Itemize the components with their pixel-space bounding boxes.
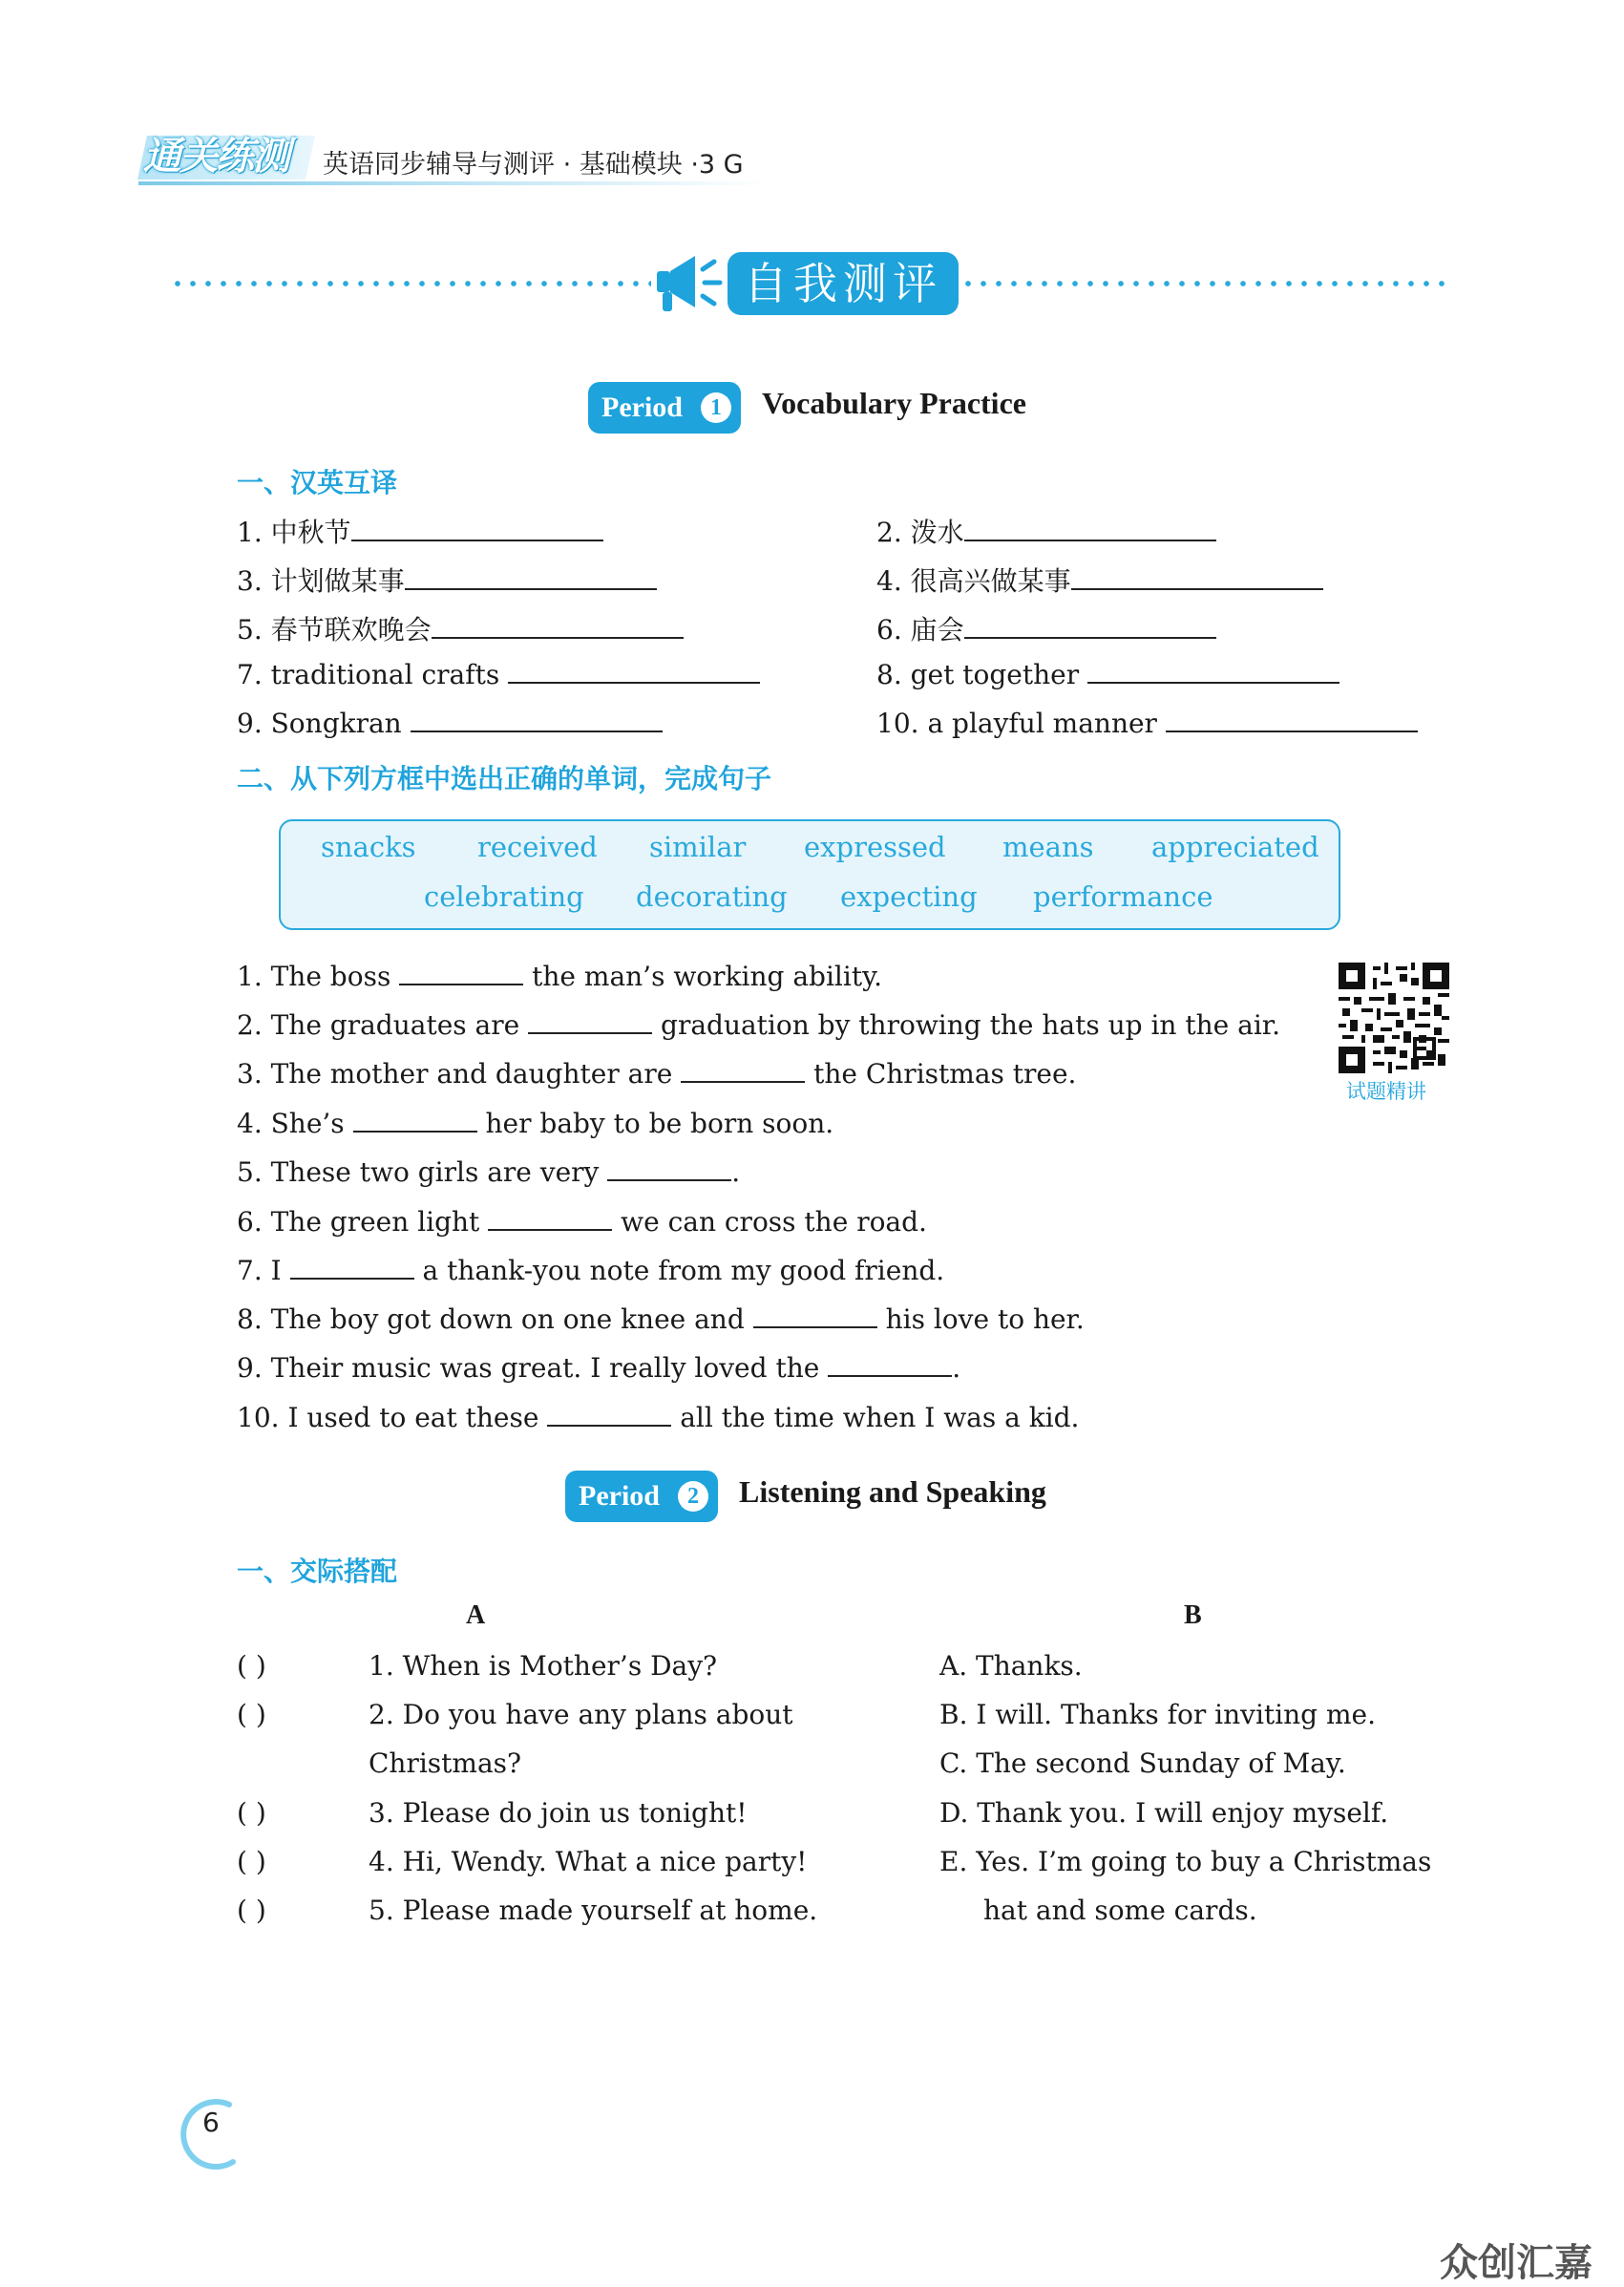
word-option: expecting (840, 880, 978, 913)
word-option: celebrating (424, 880, 584, 913)
answer-blank[interactable] (547, 1402, 671, 1427)
answer-blank[interactable] (488, 1206, 612, 1231)
column-a-header: A (466, 1600, 486, 1630)
word-option: means (1002, 831, 1094, 863)
translation-item: 3. 计划做某事 (237, 561, 657, 599)
period-1-badge (588, 382, 741, 434)
logo-text: 通关练测 (143, 135, 288, 179)
translation-item: 7. traditional crafts (237, 659, 760, 690)
period-label: Period (579, 1480, 660, 1512)
answer-blank[interactable] (290, 1255, 414, 1280)
answer-blank[interactable] (681, 1058, 805, 1083)
answer-blank[interactable] (405, 565, 657, 590)
answer-blank[interactable] (607, 1156, 731, 1181)
sentence-item: 10. I used to eat these all the time when I was a kid. (237, 1402, 1080, 1433)
answer-blank[interactable] (828, 1352, 952, 1377)
section-heading-translation: 一、汉英互译 (237, 467, 398, 498)
sentence-item: 3. The mother and daughter are the Christmas tree. (237, 1058, 1077, 1090)
translation-item: 2. 泼水 (876, 512, 1216, 550)
sentence-item: 6. The green light we can cross the road. (237, 1206, 927, 1238)
translation-item: 5. 春节联欢晚会 (237, 609, 684, 647)
answer-blank[interactable] (1087, 659, 1339, 684)
header-title: 英语同步辅导与测评 · 基础模块 ·3 G (323, 150, 744, 180)
page-number: 6 (202, 2107, 220, 2138)
word-option: appreciated (1151, 831, 1319, 863)
match-question: ( ) 4. Hi, Wendy. What a nice party! (237, 1846, 808, 1877)
translation-item: 10. a playful manner (876, 708, 1418, 739)
qr-label: 试题精讲 (1346, 1080, 1426, 1103)
answer-bracket[interactable]: ( ) (237, 1846, 266, 1877)
translation-item: 8. get together (876, 659, 1339, 690)
dotted-divider-right (960, 280, 1447, 287)
section-heading-matching: 一、交际搭配 (237, 1556, 398, 1587)
word-option: similar (649, 831, 747, 863)
answer-bracket[interactable]: ( ) (237, 1650, 266, 1682)
answer-blank[interactable] (411, 708, 663, 732)
answer-blank[interactable] (753, 1303, 877, 1328)
header-rule (138, 181, 769, 185)
answer-blank[interactable] (351, 517, 603, 541)
section-banner: 自我测评 (728, 252, 959, 315)
word-bank-box (279, 819, 1340, 930)
answer-blank[interactable] (1166, 708, 1418, 732)
answer-blank[interactable] (528, 1009, 652, 1034)
period-number: 1 (701, 392, 731, 423)
sentence-item: 9. Their music was great. I really loved the . (237, 1352, 961, 1384)
answer-blank[interactable] (1071, 565, 1323, 590)
word-option: snacks (321, 831, 416, 863)
match-answer: B. I will. Thanks for inviting me. (939, 1699, 1376, 1730)
period-1-title: Vocabulary Practice (762, 386, 1026, 420)
match-question: ( ) 3. Please do join us tonight! (237, 1797, 748, 1829)
translation-item: 4. 很高兴做某事 (876, 561, 1323, 599)
translation-item: 9. Songkran (237, 708, 663, 739)
word-option: expressed (804, 831, 946, 863)
answer-bracket[interactable]: ( ) (237, 1895, 266, 1926)
answer-blank[interactable] (964, 517, 1216, 541)
answer-blank[interactable] (964, 614, 1216, 639)
answer-blank[interactable] (353, 1108, 477, 1133)
answer-blank[interactable] (508, 659, 760, 684)
match-question: ( ) 5. Please made yourself at home. (237, 1895, 818, 1926)
match-question: ( ) 1. When is Mother’s Day? (237, 1650, 718, 1682)
match-answer: A. Thanks. (939, 1650, 1083, 1682)
sentence-item: 4. She’s her baby to be born soon. (237, 1108, 834, 1139)
megaphone-icon (653, 250, 728, 315)
word-option: decorating (636, 880, 788, 913)
word-option: received (477, 831, 598, 863)
sentence-item: 5. These two girls are very . (237, 1156, 741, 1188)
answer-bracket[interactable]: ( ) (237, 1797, 266, 1829)
qr-code-icon[interactable] (1339, 963, 1449, 1073)
match-answer: E. Yes. I’m going to buy a Christmas (939, 1846, 1432, 1877)
period-label: Period (601, 392, 683, 423)
header-logo (137, 132, 315, 181)
sentence-item: 7. I a thank-you note from my good friend. (237, 1255, 945, 1286)
sentence-item: 2. The graduates are graduation by throwing the hats up in the air. (237, 1009, 1280, 1041)
period-number: 2 (678, 1481, 708, 1512)
match-answer: C. The second Sunday of May. (939, 1747, 1346, 1779)
column-b-header: B (1184, 1600, 1202, 1630)
match-question: ( ) 2. Do you have any plans about (237, 1699, 793, 1730)
match-answer-continued: hat and some cards. (983, 1895, 1257, 1926)
match-answer: D. Thank you. I will enjoy myself. (939, 1797, 1389, 1829)
translation-item: 6. 庙会 (876, 609, 1216, 647)
sentence-item: 8. The boy got down on one knee and his love to her. (237, 1303, 1085, 1335)
watermark: 众创汇嘉 (1440, 2241, 1592, 2285)
translation-item: 1. 中秋节 (237, 512, 603, 550)
match-question-continued: Christmas? (369, 1747, 522, 1779)
period-2-badge (565, 1471, 718, 1522)
answer-blank[interactable] (399, 961, 523, 985)
period-2-title: Listening and Speaking (739, 1474, 1046, 1509)
section-heading-word-choice: 二、从下列方框中选出正确的单词，完成句子 (237, 763, 772, 794)
answer-blank[interactable] (432, 614, 684, 639)
sentence-item: 1. The boss the man’s working ability. (237, 961, 883, 992)
answer-bracket[interactable]: ( ) (237, 1699, 266, 1730)
dotted-divider-left (170, 280, 651, 287)
word-option: performance (1033, 880, 1213, 913)
